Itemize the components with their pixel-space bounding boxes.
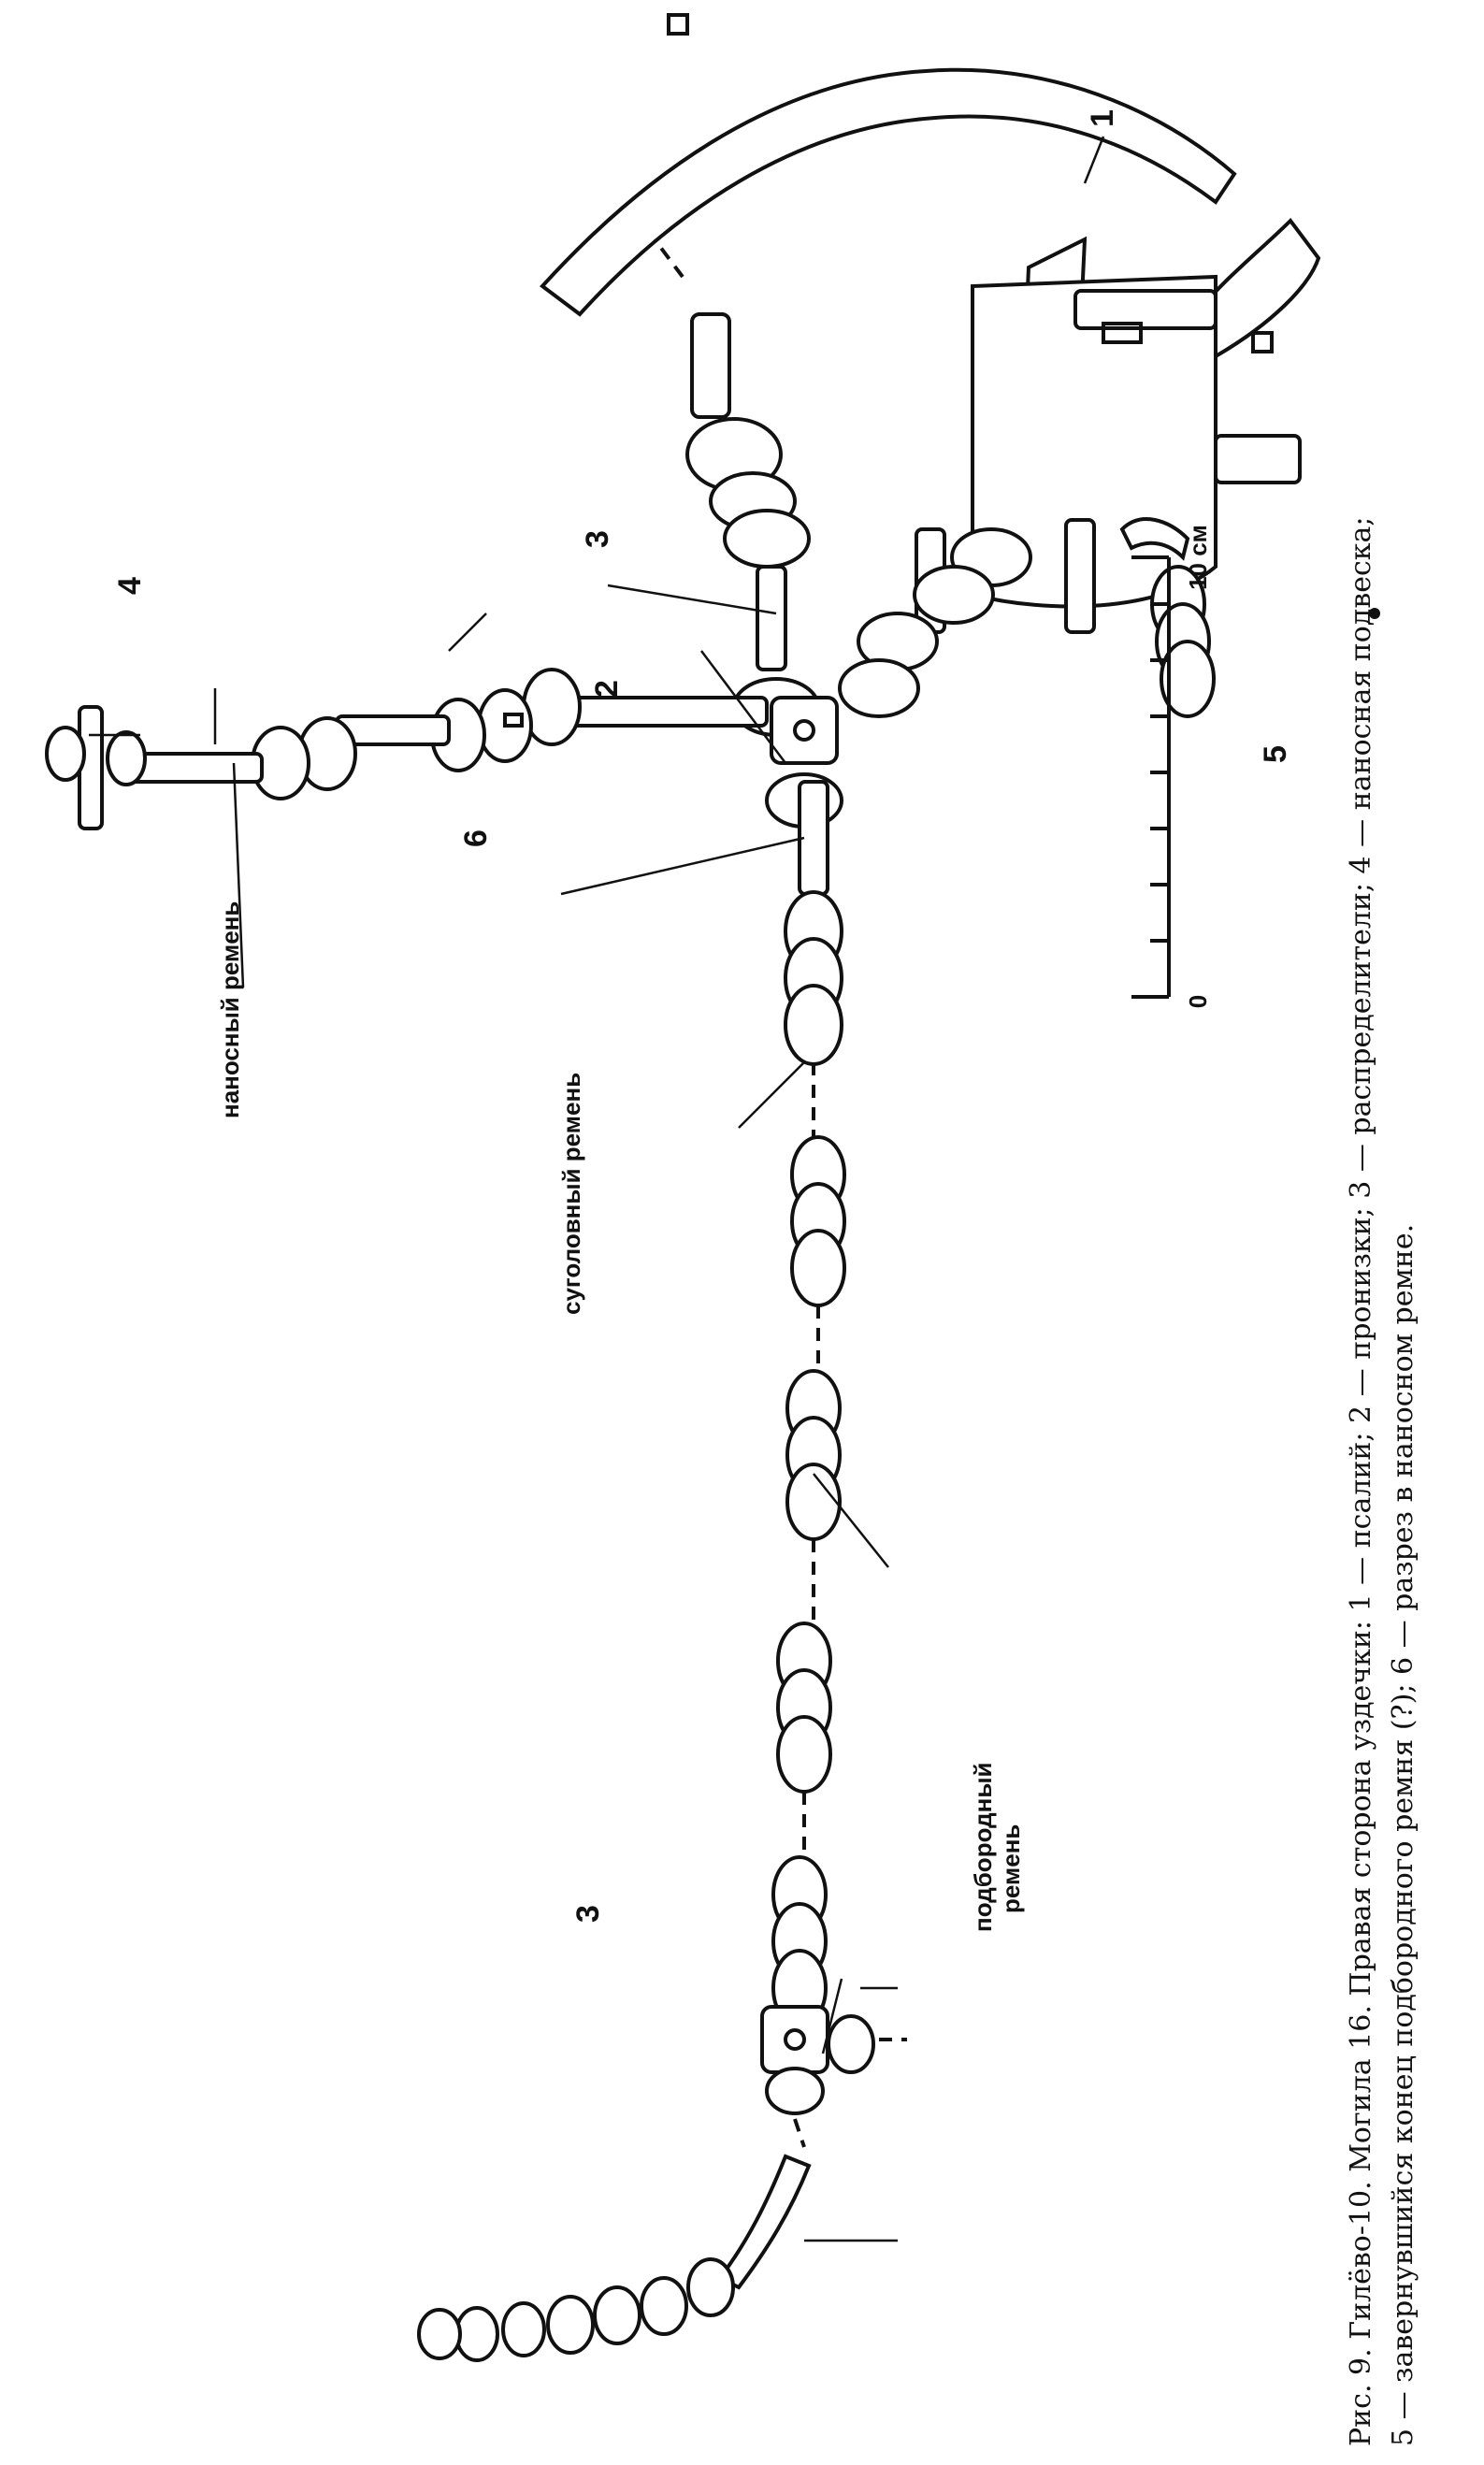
label-sugolovny-remen: суголовный ремень [557, 1072, 585, 1315]
label-nosovoy-remen: наносный ремень [216, 901, 244, 1118]
distributor-bottom [419, 2007, 907, 2360]
caption-line-2: 5 — завернувшийся конец подбородного ремня (?); 6 — разрез в наносном ремне. [1387, 1223, 1419, 2446]
caption-line-1: Рис. 9. Гилёво-10. Могила 16. Правая сторона уздечки: 1 — псалий; 2 — пронизки; 3 — распределители; 4 — наносная подвеска; [1345, 516, 1377, 2446]
scale-start-label: 0 [1184, 994, 1212, 1009]
nosovoy-strap [47, 670, 767, 829]
psalion-cheekpiece [542, 15, 1380, 619]
leader-lines [89, 137, 1103, 2241]
label-2: 2 [589, 680, 625, 698]
scale-end-label: 10 см [1184, 525, 1212, 590]
label-podborodny-line1: подбородный [969, 1762, 997, 1932]
upper-branch-beads [655, 239, 818, 735]
label-5: 5 [1258, 745, 1293, 763]
label-podborodny-line2: ремень [997, 1824, 1025, 1913]
label-3-top: 3 [580, 530, 615, 548]
label-3-bottom: 3 [570, 1905, 606, 1923]
label-4: 4 [112, 577, 148, 595]
sugolovny-strap [773, 782, 844, 2025]
label-6: 6 [458, 829, 494, 847]
label-1: 1 [1085, 109, 1120, 127]
